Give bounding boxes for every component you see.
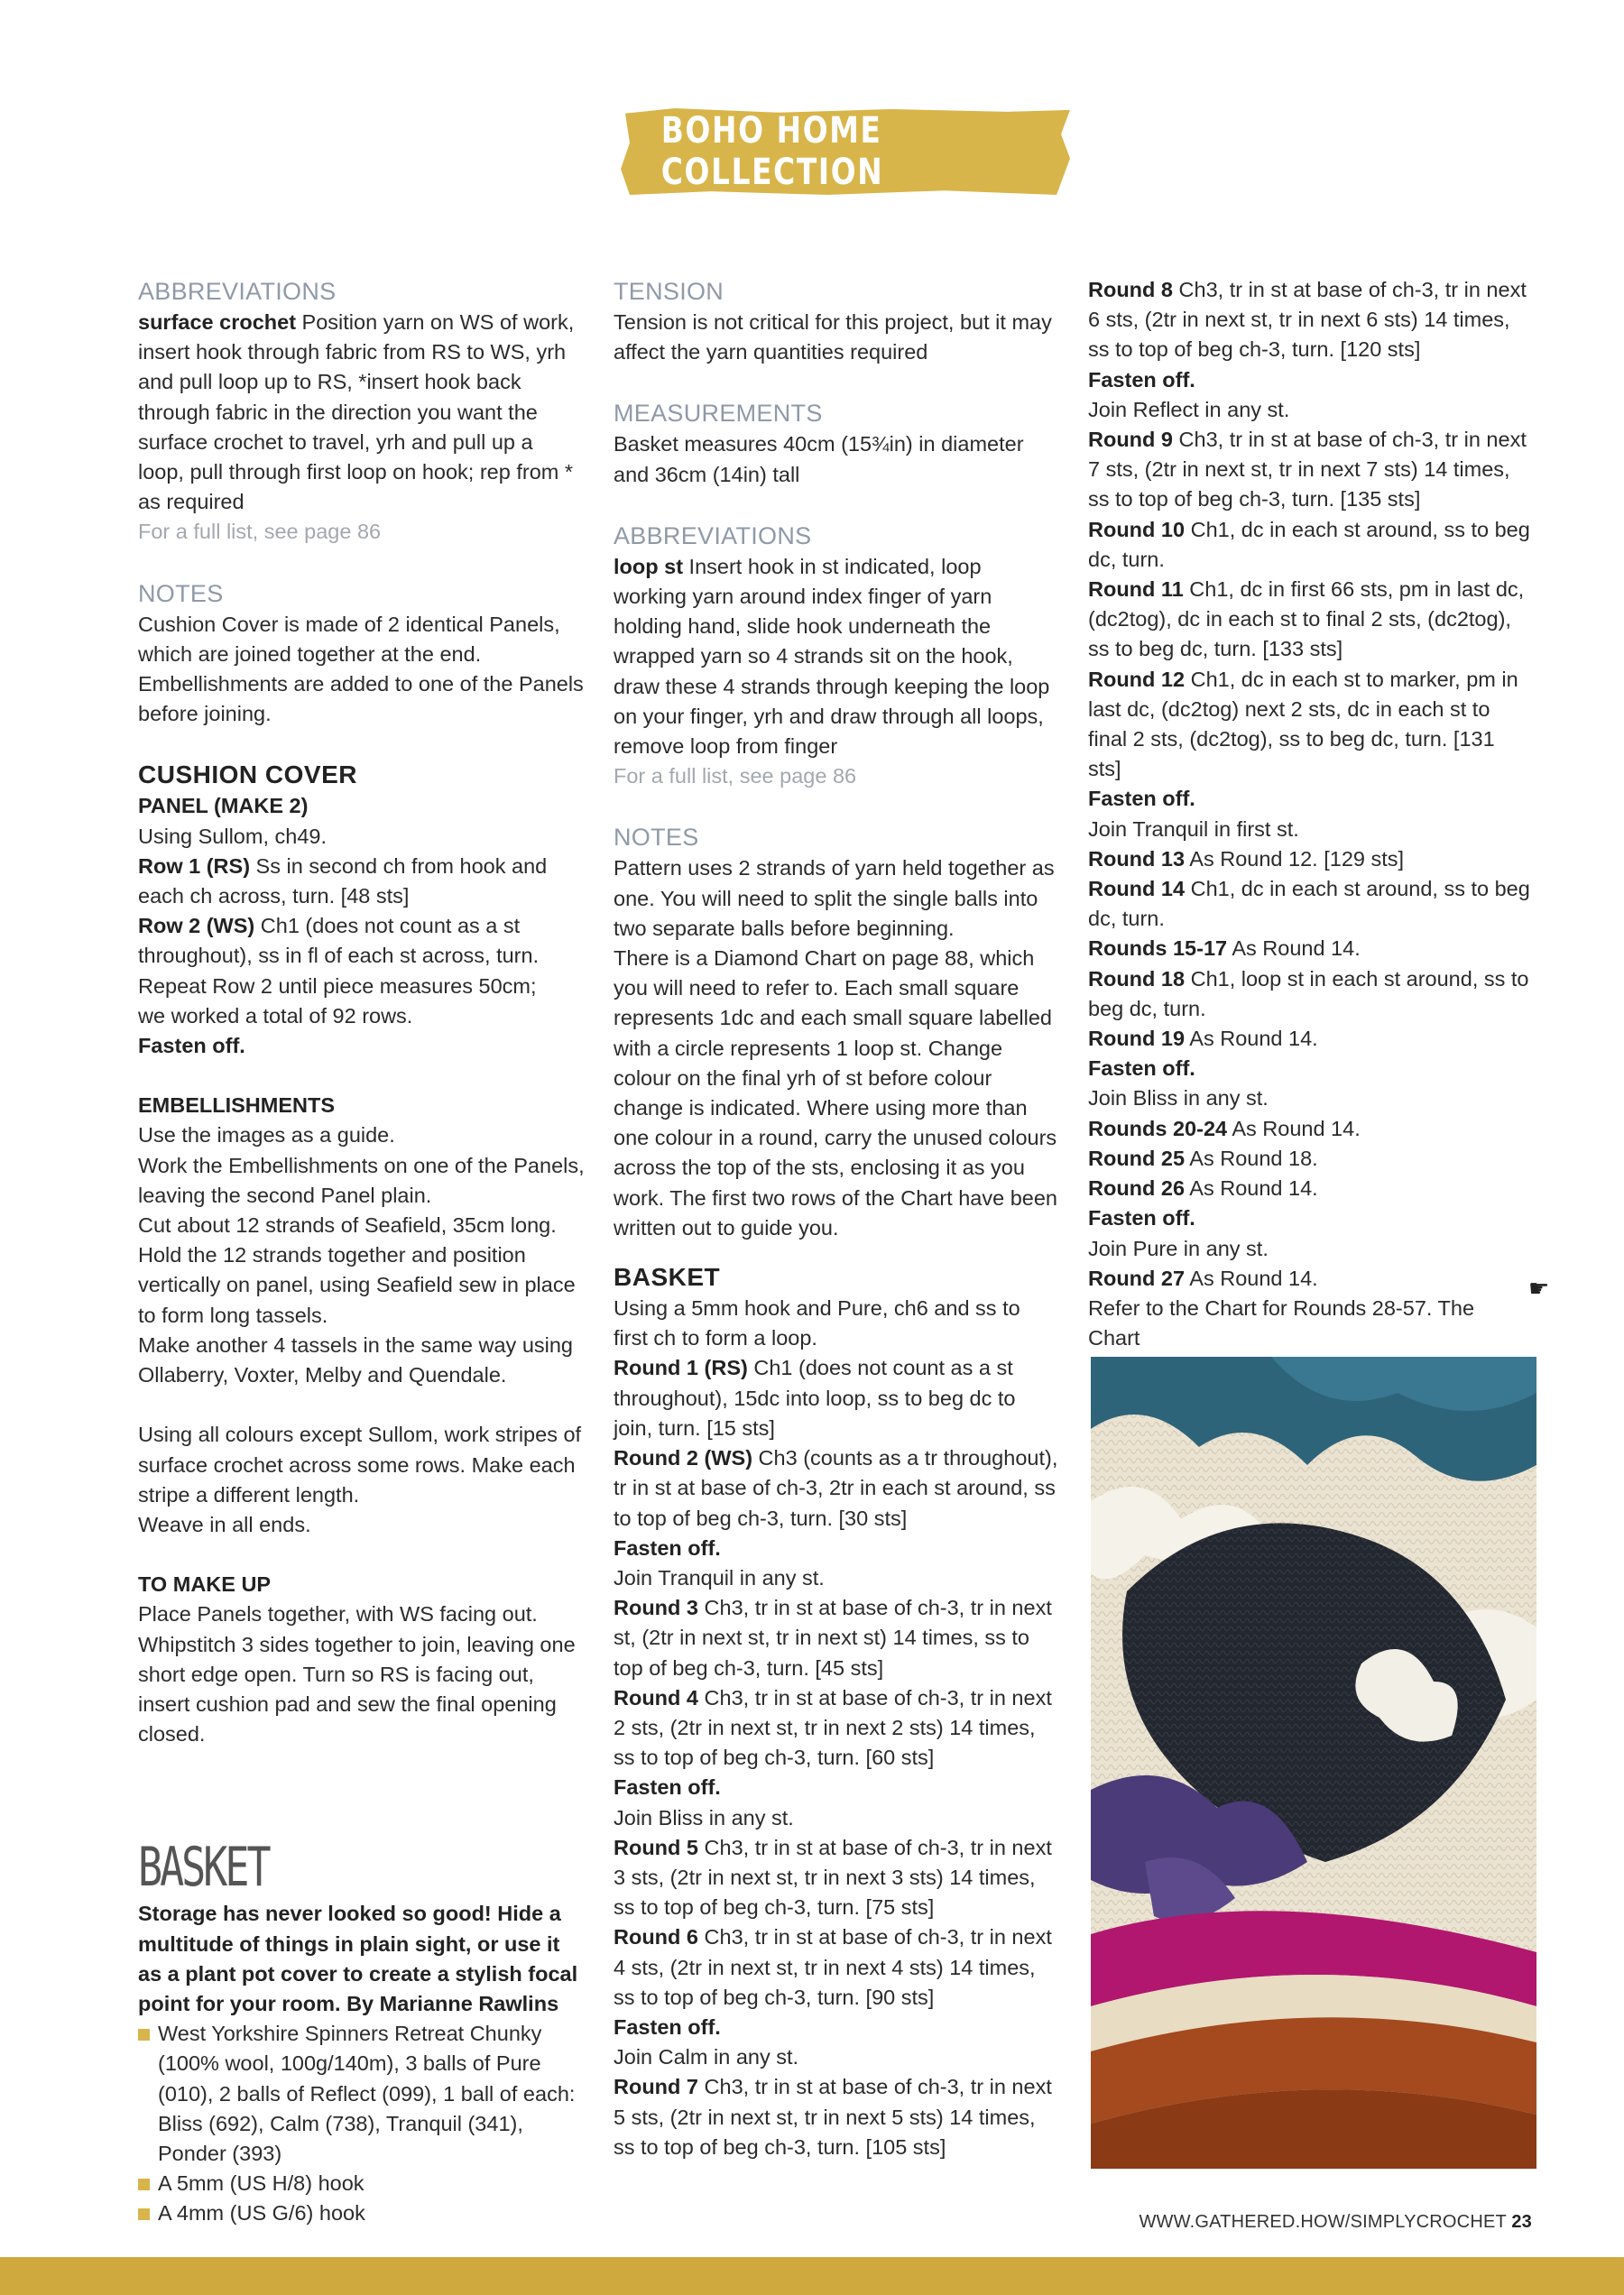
round-text: As Round 14. bbox=[1185, 1027, 1318, 1051]
round-instruction bbox=[1088, 874, 1530, 934]
page-title: BOHO HOME COLLECTION bbox=[660, 110, 884, 193]
round-label: Round 2 (WS) bbox=[614, 1446, 753, 1470]
round-instruction bbox=[1088, 964, 1530, 1024]
round-text: As Round 18. bbox=[1185, 1146, 1318, 1170]
round-label: Round 8 bbox=[1088, 278, 1173, 301]
round-instruction bbox=[1088, 275, 1530, 365]
round-instruction bbox=[614, 1773, 1060, 1802]
round-label: Fasten off. bbox=[1088, 1206, 1195, 1230]
tension-text: Tension is not critical for this project, but it may affect the yarn quantities required bbox=[614, 310, 1052, 364]
round-label: Round 9 bbox=[1088, 428, 1173, 452]
cushion-cover-heading: CUSHION COVER bbox=[138, 760, 357, 789]
embellishments-heading: EMBELLISHMENTS bbox=[138, 1093, 336, 1118]
embellishment-line: Hold the 12 strands together and position vertically on panel, using Seafield sew in place to form long tassels. bbox=[138, 1243, 576, 1327]
round-label: Round 19 bbox=[1088, 1027, 1186, 1051]
round-text: Ch3, tr in st at base of ch-3, tr in next 6 sts, (2tr in next st, tr in next 6 sts) 14 times, ss to top of beg ch-3, turn. [120 sts] bbox=[1088, 278, 1527, 362]
round-text: Ch3, tr in st at base of ch-3, tr in next 3 sts, (2tr in next st, tr in next 3 sts) 14 times, ss to top of beg ch-3, turn. [75 sts] bbox=[614, 1835, 1052, 1920]
round-text: Ch1, dc in each st around, ss to beg dc, turn. bbox=[1088, 517, 1530, 571]
round-label: Round 6 bbox=[614, 1925, 698, 1949]
round-instruction bbox=[1088, 1083, 1530, 1113]
round-instruction bbox=[1088, 515, 1530, 575]
round-text: As Round 14. bbox=[1227, 1116, 1361, 1140]
stripe-line: Weave in all ends. bbox=[138, 1512, 311, 1536]
round-text: Join Pure in any st. bbox=[1088, 1236, 1269, 1260]
repeat-line: we worked a total of 92 rows. bbox=[138, 1003, 413, 1028]
round-instruction bbox=[1088, 844, 1530, 874]
round-list bbox=[1088, 275, 1530, 1353]
make-up-heading: TO MAKE UP bbox=[138, 1572, 272, 1597]
measurements-heading: MEASUREMENTS bbox=[614, 400, 823, 428]
round-label: Round 26 bbox=[1088, 1176, 1186, 1201]
make-up-text: Place Panels together, with WS facing out. Whipstitch 3 sides together to join, leaving one short edge open. Turn so RS is facing out, insert cushion pad and sew the final opening closed. bbox=[138, 1602, 576, 1747]
round-instruction bbox=[614, 2013, 1060, 2042]
column-1 bbox=[138, 275, 585, 2229]
repeat-line: Repeat Row 2 until piece measures 50cm; bbox=[138, 973, 537, 998]
round-text: Join Reflect in any st. bbox=[1088, 397, 1290, 421]
round-instruction bbox=[1088, 815, 1530, 844]
column-3 bbox=[1088, 275, 1530, 1353]
basket-start: Using a 5mm hook and Pure, ch6 and ss to first ch to form a loop. bbox=[614, 1296, 1020, 1350]
embellishment-line: Make another 4 tassels in the same way using Ollaberry, Voxter, Melby and Quendale. bbox=[138, 1332, 574, 1387]
round-text: Join Tranquil in any st. bbox=[614, 1565, 825, 1590]
full-list-reference: For a full list, see page 86 bbox=[614, 764, 857, 788]
round-label: Round 13 bbox=[1088, 846, 1186, 871]
round-label: Rounds 20-24 bbox=[1088, 1116, 1228, 1140]
embellishment-line: Use the images as a guide. bbox=[138, 1123, 395, 1148]
round-instruction bbox=[1088, 1054, 1530, 1083]
round-text: Ch3, tr in st at base of ch-3, tr in next 2 sts, (2tr in next st, tr in next 2 sts) 14 times, ss to top of beg ch-3, turn. [60 sts] bbox=[614, 1685, 1052, 1770]
round-text: As Round 14. bbox=[1227, 936, 1361, 961]
round-instruction bbox=[614, 1534, 1060, 1563]
round-text: Ch3, tr in st at base of ch-3, tr in next 7 sts, (2tr in next st, tr in next 7 sts) 14 times, ss to top of beg ch-3, turn. [135 sts] bbox=[1088, 428, 1527, 512]
round-instruction bbox=[1088, 1024, 1530, 1054]
round-label: Fasten off. bbox=[614, 1535, 721, 1560]
round-instruction bbox=[614, 1563, 1060, 1593]
round-label: Fasten off. bbox=[1088, 1056, 1195, 1081]
round-instruction bbox=[1088, 1174, 1530, 1203]
embellishment-line: Cut about 12 strands of Seafield, 35cm long. bbox=[138, 1213, 557, 1238]
panel-heading: PANEL (MAKE 2) bbox=[138, 794, 309, 818]
panel-start: Using Sullom, ch49. bbox=[138, 824, 327, 848]
round-instruction bbox=[1088, 1114, 1530, 1144]
round-text: Join Calm in any st. bbox=[614, 2045, 799, 2069]
round-instruction bbox=[1088, 1203, 1530, 1233]
notes-text: There is a Diamond Chart on page 88, which you will need to refer to. Each small square represents 1dc and each small square labelled with a circle represents 1 loop st. Change colour on the final yrh of st before colour change is indicated. Where using more than one colour in a round, carry the unused colours across the top of the sts, enclosing it as you work. The first two rows of the Chart have been written out to guide you. bbox=[614, 946, 1057, 1240]
round-instruction bbox=[614, 1922, 1060, 2013]
basket-photo-image bbox=[1091, 1357, 1536, 2169]
round-instruction bbox=[1088, 1264, 1530, 1294]
round-instruction bbox=[1088, 575, 1530, 665]
pointing-hand-icon: ☛ bbox=[1528, 1275, 1550, 1302]
round-label: Round 3 bbox=[614, 1596, 698, 1620]
round-label: Round 10 bbox=[1088, 517, 1186, 541]
round-text: Ch1, loop st in each st around, ss to beg dc, turn. bbox=[1088, 966, 1529, 1020]
materials-item: West Yorkshire Spinners Retreat Chunky (100% wool, 100g/140m), 3 balls of Pure (010), 2 balls of Reflect (099), 1 ball of each: Bliss (692), Calm (738), Tranquil (341), Ponder (393) bbox=[138, 2019, 585, 2169]
notes-text: Cushion Cover is made of 2 identical Panels, which are joined together at the end. Embellishments are added to one of the Panels before joining. bbox=[138, 612, 584, 726]
round-text: As Round 12. [129 sts] bbox=[1185, 846, 1405, 871]
round-label: Round 25 bbox=[1088, 1146, 1186, 1170]
round-instruction bbox=[1088, 665, 1530, 785]
bullet-square-icon bbox=[138, 2029, 150, 2041]
round-text: Refer to the Chart for Rounds 28-57. The Chart bbox=[1088, 1295, 1475, 1350]
stripe-line: Using all colours except Sullom, work stripes of surface crochet across some rows. Make each stripe a different length. bbox=[138, 1423, 582, 1507]
round-text: Ch3, tr in st at base of ch-3, tr in next 4 sts, (2tr in next st, tr in next 4 sts) 14 times, ss to top of beg ch-3, turn. [90 sts] bbox=[614, 1925, 1052, 2009]
notes-heading: NOTES bbox=[138, 579, 224, 607]
round-instruction bbox=[614, 1683, 1060, 1774]
basket-photo bbox=[1091, 1357, 1536, 2169]
basket-intro: Storage has never looked so good! Hide a multitude of things in plain sight, or use it as a plant pot cover to create a stylish focal point for your room. By Marianne Rawlins bbox=[138, 1902, 578, 2015]
basket-title: BASKET bbox=[138, 1836, 269, 1900]
footer-bar bbox=[0, 2257, 1624, 2295]
notes-text: Pattern uses 2 strands of yarn held together as one. You will need to split the single balls into two separate balls before beginning. bbox=[614, 856, 1055, 940]
row-instruction: Row 2 (WS) Ch1 (does not count as a st throughout), ss in fl of each st across, turn. bbox=[138, 914, 540, 968]
row-instruction: Row 1 (RS) Ss in second ch from hook and each ch across, turn. [48 sts] bbox=[138, 853, 548, 908]
materials-item: A 5mm (US H/8) hook bbox=[138, 2169, 585, 2198]
round-text: Ch3, tr in st at base of ch-3, tr in next 5 sts, (2tr in next st, tr in next 5 sts) 14 times, ss to top of beg ch-3, turn. [105 sts] bbox=[614, 2075, 1052, 2159]
column-2 bbox=[614, 275, 1060, 2162]
round-text: As Round 14. bbox=[1185, 1176, 1318, 1201]
round-label: Round 27 bbox=[1088, 1266, 1186, 1290]
round-label: Fasten off. bbox=[1088, 787, 1195, 811]
footer-url: WWW.GATHERED.HOW/SIMPLYCROCHET 23 bbox=[1139, 2212, 1532, 2232]
round-text: Ch3 (counts as a tr throughout), tr in st at base of ch-3, 2tr in each st around, ss to top of beg ch-3, turn. [30 sts] bbox=[614, 1446, 1058, 1530]
round-label: Fasten off. bbox=[1088, 367, 1195, 392]
abbreviations-heading: ABBREVIATIONS bbox=[614, 521, 812, 549]
round-instruction bbox=[1088, 1144, 1530, 1174]
round-label: Round 11 bbox=[1088, 577, 1184, 602]
round-text: Ch1, dc in each st around, ss to beg dc, turn. bbox=[1088, 877, 1530, 931]
round-instruction bbox=[614, 1443, 1060, 1534]
round-list bbox=[614, 1353, 1060, 2161]
round-instruction bbox=[614, 1803, 1060, 1833]
materials-item: A 4mm (US G/6) hook bbox=[138, 2198, 585, 2228]
notes-heading: NOTES bbox=[614, 824, 699, 852]
embellishment-line: Work the Embellishments on one of the Panels, leaving the second Panel plain. bbox=[138, 1153, 585, 1207]
round-text: Ch3, tr in st at base of ch-3, tr in next st, (2tr in next st, tr in next st) 14 times, ss to top of beg ch-3, turn. [45 sts] bbox=[614, 1596, 1052, 1680]
tension-heading: TENSION bbox=[614, 278, 724, 305]
fasten-off: Fasten off. bbox=[138, 1034, 245, 1058]
round-label: Fasten off. bbox=[614, 1775, 721, 1800]
round-text: As Round 14. bbox=[1185, 1266, 1318, 1290]
abbreviation-entry: surface crochet Position yarn on WS of work, insert hook through fabric from RS to WS, yrh and pull loop up to RS, *insert hook back through fabric in the direction you want the surface crochet to travel, yrh and pull up a loop, pull through first loop on hook; rep from * as required bbox=[138, 310, 575, 514]
round-label: Round 1 (RS) bbox=[614, 1356, 748, 1380]
page-number: 23 bbox=[1511, 2212, 1532, 2232]
round-label: Rounds 15-17 bbox=[1088, 936, 1228, 961]
measurements-text: Basket measures 40cm (15¾in) in diameter and 36cm (14in) tall bbox=[614, 432, 1024, 486]
abbreviation-entry: loop st Insert hook in st indicated, loop working yarn around index finger of yarn holding hand, slide hook underneath the wrapped yarn so 4 strands sit on the hook, draw these 4 strands through keeping the loop on your finger, yrh and draw through all loops, remove loop from finger bbox=[614, 554, 1050, 759]
round-text: Ch1 (does not count as a st throughout), 15dc into loop, ss to beg dc to join, turn. [15 sts] bbox=[614, 1356, 1016, 1440]
bullet-square-icon bbox=[138, 2179, 150, 2190]
round-instruction bbox=[614, 1593, 1060, 1683]
round-label: Round 18 bbox=[1088, 966, 1186, 991]
full-list-reference: For a full list, see page 86 bbox=[138, 520, 382, 544]
round-instruction bbox=[1088, 1234, 1530, 1264]
round-instruction bbox=[614, 1353, 1060, 1443]
round-instruction bbox=[1088, 1294, 1530, 1353]
round-instruction bbox=[1088, 425, 1530, 515]
round-label: Round 12 bbox=[1088, 667, 1186, 691]
round-text: Ch1, dc in first 66 sts, pm in last dc, (dc2tog), dc in each st to final 2 sts, (dc2tog), ss to beg dc, turn. [133 sts] bbox=[1088, 577, 1525, 661]
round-instruction bbox=[614, 1833, 1060, 1923]
round-text: Join Tranquil in first st. bbox=[1088, 816, 1299, 841]
abbreviations-heading: ABBREVIATIONS bbox=[138, 278, 337, 305]
bullet-square-icon bbox=[138, 2208, 150, 2220]
round-label: Round 5 bbox=[614, 1835, 698, 1859]
round-label: Round 14 bbox=[1088, 877, 1186, 901]
round-text: Join Bliss in any st. bbox=[1088, 1086, 1269, 1111]
round-text: Join Bliss in any st. bbox=[614, 1805, 794, 1830]
round-label: Fasten off. bbox=[614, 2014, 721, 2039]
round-label: Round 4 bbox=[614, 1685, 698, 1710]
round-instruction bbox=[1088, 784, 1530, 814]
round-instruction bbox=[1088, 395, 1530, 425]
round-instruction bbox=[614, 2042, 1060, 2072]
round-label: Round 7 bbox=[614, 2075, 698, 2099]
round-instruction bbox=[1088, 365, 1530, 395]
round-instruction bbox=[1088, 934, 1530, 963]
round-text: Ch1, dc in each st to marker, pm in last dc, (dc2tog) next 2 sts, dc in each st to final 2 sts, (dc2tog), ss to beg dc, turn. [131 sts] bbox=[1088, 667, 1518, 781]
round-instruction bbox=[614, 2072, 1060, 2162]
basket-heading: BASKET bbox=[614, 1263, 721, 1292]
